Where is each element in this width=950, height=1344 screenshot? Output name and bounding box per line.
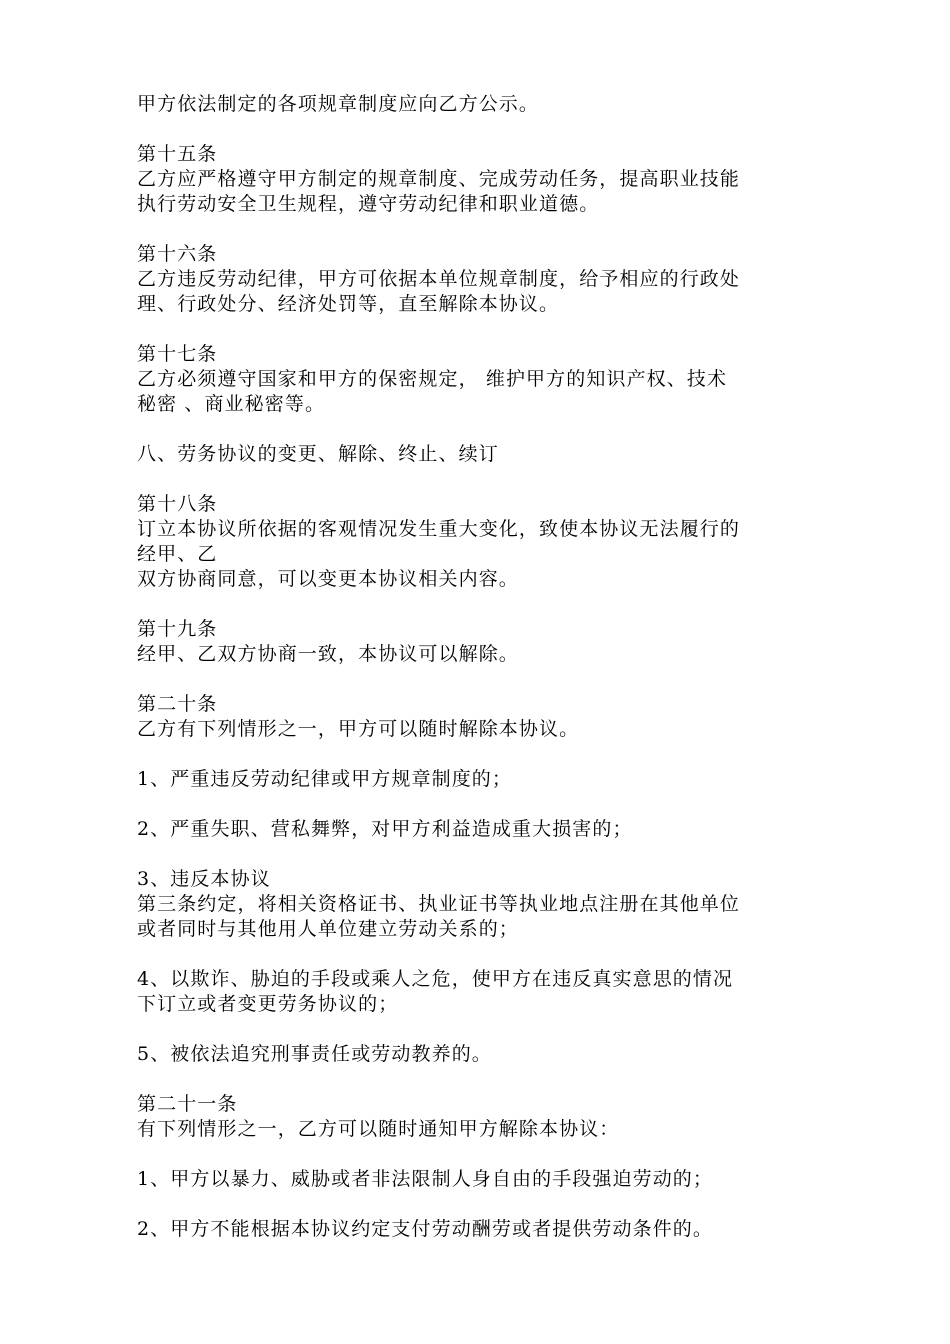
document-line: 1、甲方以暴力、威胁或者非法限制人身自由的手段强迫劳动的； bbox=[137, 1168, 713, 1190]
document-page bbox=[137, 92, 817, 1242]
paragraph-gap bbox=[137, 1017, 817, 1042]
document-line: 第三条约定，将相关资格证书、执业证书等执业地点注册在其他单位 bbox=[137, 893, 741, 915]
document-line: 乙方应严格遵守甲方制定的规章制度、完成劳动任务，提高职业技能 bbox=[137, 168, 741, 190]
document-line: 5、被依法追究刑事责任或劳动教养的。 bbox=[137, 1043, 492, 1065]
paragraph-gap bbox=[137, 1142, 817, 1167]
document-line: 乙方有下列情形之一，甲方可以随时解除本协议。 bbox=[137, 718, 580, 740]
document-line: 4、以欺诈、胁迫的手段或乘人之危，使甲方在违反真实意思的情况 bbox=[137, 968, 734, 990]
document-line: 经甲、乙 bbox=[137, 543, 218, 565]
paragraph-gap bbox=[137, 1192, 817, 1217]
paragraph-gap bbox=[137, 117, 817, 142]
document-line: 2、严重失职、营私舞弊，对甲方利益造成重大损害的； bbox=[137, 818, 633, 840]
paragraph-gap bbox=[137, 317, 817, 342]
document-line: 第十八条 bbox=[137, 493, 218, 515]
paragraph-gap bbox=[137, 942, 817, 967]
document-line: 乙方违反劳动纪律，甲方可依据本单位规章制度，给予相应的行政处 bbox=[137, 268, 741, 290]
document-line: 秘密 、商业秘密等。 bbox=[137, 393, 326, 415]
document-line: 理、行政处分、经济处罚等，直至解除本协议。 bbox=[137, 293, 560, 315]
paragraph-gap bbox=[137, 467, 817, 492]
document-line: 第十七条 bbox=[137, 343, 218, 365]
paragraph-gap bbox=[137, 742, 817, 767]
document-line: 双方协商同意，可以变更本协议相关内容。 bbox=[137, 568, 519, 590]
paragraph-gap bbox=[137, 842, 817, 867]
document-line: 2、甲方不能根据本协议约定支付劳动酬劳或者提供劳动条件的。 bbox=[137, 1218, 713, 1240]
document-line: 第二十条 bbox=[137, 693, 218, 715]
paragraph-gap bbox=[137, 592, 817, 617]
document-line: 1、严重违反劳动纪律或甲方规章制度的； bbox=[137, 768, 512, 790]
document-line: 订立本协议所依据的客观情况发生重大变化，致使本协议无法履行的 bbox=[137, 518, 741, 540]
paragraph-gap bbox=[137, 417, 817, 442]
document-line: 或者同时与其他用人单位建立劳动关系的； bbox=[137, 918, 519, 940]
document-line: 第十六条 bbox=[137, 243, 218, 265]
document-line: 第十五条 bbox=[137, 143, 218, 165]
paragraph-gap bbox=[137, 1067, 817, 1092]
paragraph-gap bbox=[137, 667, 817, 692]
document-line: 下订立或者变更劳务协议的； bbox=[137, 993, 399, 1015]
document-line: 八、劳务协议的变更、解除、终止、续订 bbox=[137, 443, 499, 465]
document-line: 有下列情形之一，乙方可以随时通知甲方解除本协议： bbox=[137, 1118, 620, 1140]
paragraph-gap bbox=[137, 792, 817, 817]
document-line: 执行劳动安全卫生规程，遵守劳动纪律和职业道德。 bbox=[137, 193, 600, 215]
document-line: 3、违反本协议 bbox=[137, 868, 271, 890]
document-line: 第二十一条 bbox=[137, 1093, 238, 1115]
paragraph-gap bbox=[137, 217, 817, 242]
document-line: 乙方必须遵守国家和甲方的保密规定， 维护甲方的知识产权、技术 bbox=[137, 368, 728, 390]
document-line: 经甲、乙双方协商一致，本协议可以解除。 bbox=[137, 643, 519, 665]
document-line: 甲方依法制定的各项规章制度应向乙方公示。 bbox=[137, 93, 540, 115]
document-line: 第十九条 bbox=[137, 618, 218, 640]
